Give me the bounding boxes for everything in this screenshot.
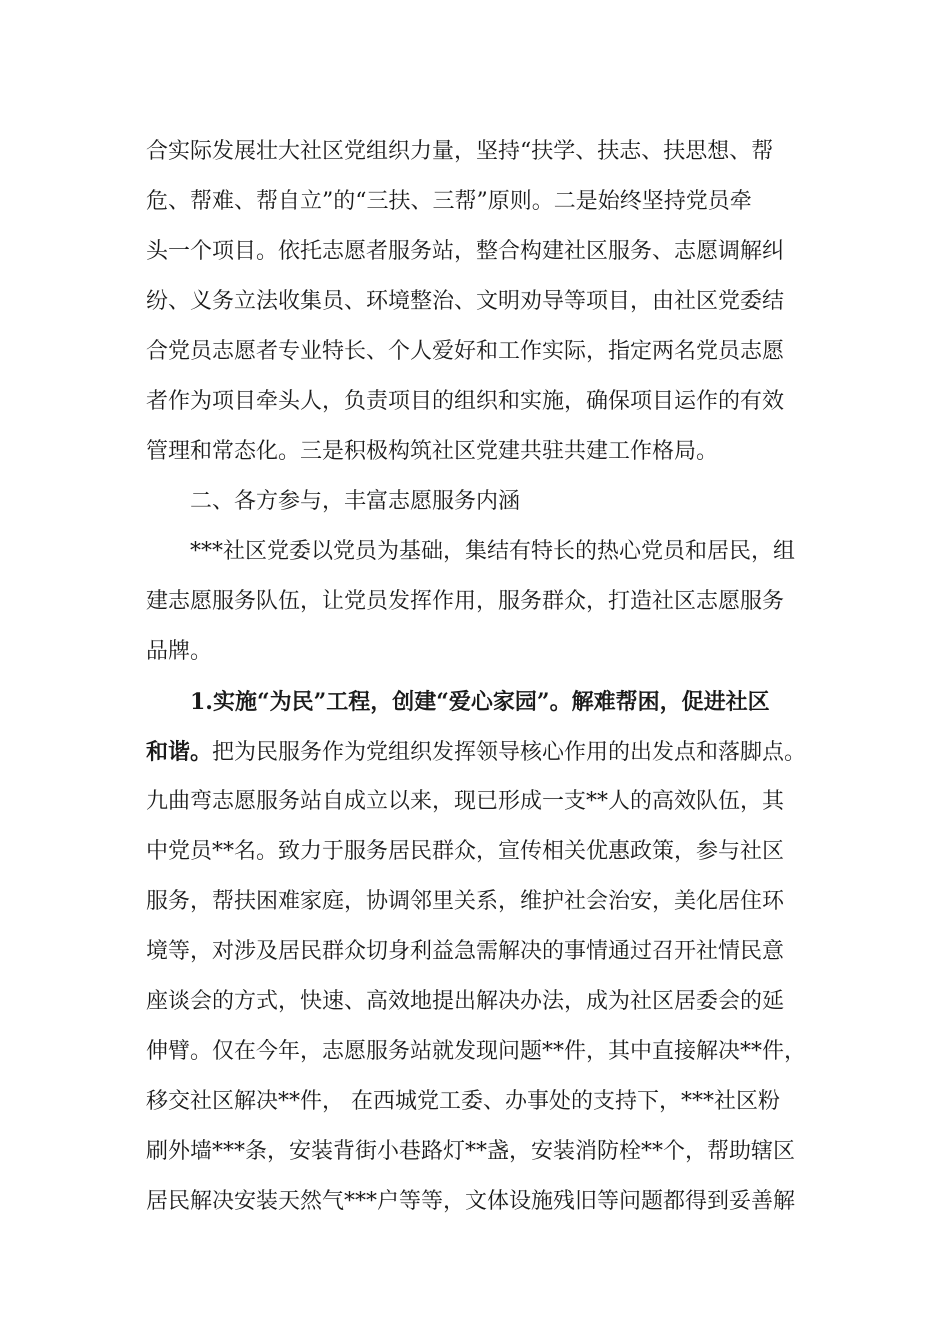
text-line: 头一个项目。依托志愿者服务站，整合构建社区服务、志愿调解纠	[146, 239, 785, 264]
text-line: 居民解决安装天然气***户等等，文体设施残旧等问题都得到妥善解	[146, 1189, 796, 1214]
text-line: 品牌。	[146, 639, 213, 664]
section-heading: 二、各方参与，丰富志愿服务内涵	[190, 489, 521, 514]
text-line: 境等，对涉及居民群众切身利益急需解决的事情通过召开社情民意	[146, 939, 785, 964]
text-line: 危、帮难、帮自立”的“三扶、三帮”原则。二是始终坚持党员牵	[146, 189, 752, 214]
text-line: ***社区党委以党员为基础，集结有特长的热心党员和居民，组	[190, 539, 796, 564]
text-line: 管理和常态化。三是积极构筑社区党建共驻共建工作格局。	[146, 439, 719, 464]
document-body	[146, 127, 809, 1227]
text-line: 移交社区解决**件， 在西城党工委、办事处的支持下，***社区粉	[146, 1089, 780, 1114]
text-line: 者作为项目牵头人，负责项目的组织和实施，确保项目运作的有效	[146, 389, 785, 414]
paragraph	[146, 127, 809, 477]
text-line	[146, 727, 809, 777]
text-line: 中党员**名。致力于服务居民群众，宣传相关优惠政策，参与社区	[146, 839, 785, 864]
paragraph	[146, 677, 809, 1227]
subheading-line: 1.实施“为民”工程，创建“爱心家园”。解难帮困，促进社区	[190, 689, 770, 715]
text-run: 把为民服务作为党组织发挥领导核心作用的出发点和落脚点。	[212, 740, 807, 765]
text-line: 建志愿服务队伍，让党员发挥作用，服务群众，打造社区志愿服务	[146, 589, 785, 614]
text-line: 合实际发展壮大社区党组织力量，坚持“扶学、扶志、扶思想、帮	[146, 139, 774, 164]
subheading-tail: 和谐。	[146, 739, 213, 765]
text-line: 伸臂。仅在今年，志愿服务站就发现问题**件，其中直接解决**件，	[146, 1039, 807, 1064]
text-line: 刷外墙***条，安装背街小巷路灯**盏，安装消防栓**个，帮助辖区	[146, 1139, 796, 1164]
text-line: 合党员志愿者专业特长、个人爱好和工作实际，指定两名党员志愿	[146, 339, 785, 364]
text-line: 九曲弯志愿服务站自成立以来，现已形成一支**人的高效队伍，其	[146, 789, 785, 814]
text-line: 座谈会的方式，快速、高效地提出解决办法，成为社区居委会的延	[146, 989, 785, 1014]
text-line: 纷、义务立法收集员、环境整治、文明劝导等项目，由社区党委结	[146, 289, 785, 314]
paragraph	[146, 527, 809, 677]
text-line: 服务，帮扶困难家庭，协调邻里关系，维护社会治安，美化居住环	[146, 889, 785, 914]
